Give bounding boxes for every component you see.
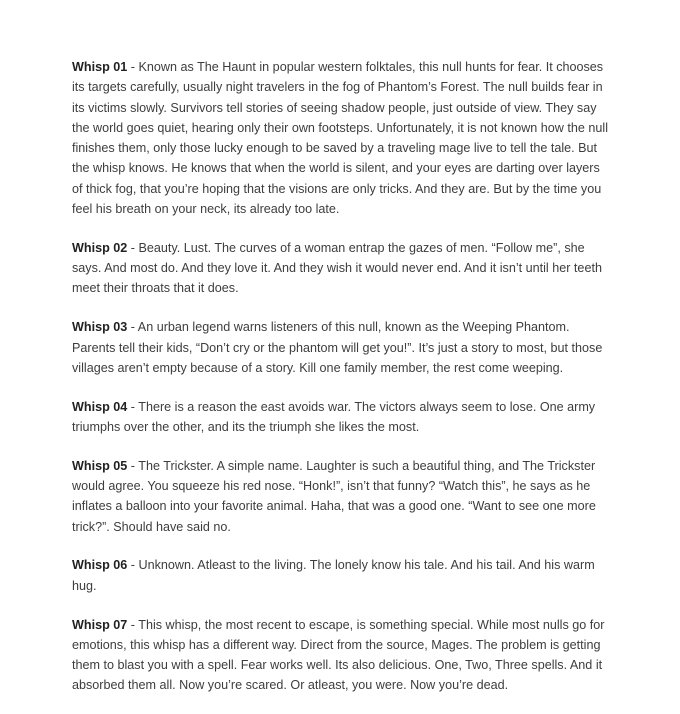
entry-text: Known as The Haunt in popular western folktales, this null hunts for fear. It chooses its targets carefully, usually night travelers in the fog of Phantom’s Forest. The null builds fear in its victims slowly. Survivors tell stories of seeing shadow people, just outside of view. They say the world goes quiet, hearing only their own footsteps. Unfortunately, it is not known how the null finishes them, only those lucky enough to be saved by a traveling mage live to tell the tale. But the whisp knows. He knows that when the world is silent, and your eyes are darting over layers of thick fog, that you’re hoping that the visions are only tricks. And they are. But by the time you feel his breath on your neck, its already too late. <box>72 60 609 217</box>
entry-text: There is a reason the east avoids war. The victors always seem to lose. One army triumphs over the other, and its the triumph she likes the most. <box>72 399 596 434</box>
entry-separator: - <box>127 458 139 473</box>
entry-title: Whisp 05 <box>72 458 128 473</box>
entry-text: Beauty. Lust. The curves of a woman entrap the gazes of men. “Follow me”, she says. And most do. And they love it. And they wish it would never end. And it isn’t until her teeth meet their throats that it does. <box>72 240 602 296</box>
whisp-entry-03 <box>72 317 608 378</box>
whisp-entry-05 <box>72 456 608 537</box>
whisp-entry-07 <box>72 615 608 696</box>
entry-separator: - <box>127 60 139 74</box>
whisp-entry-04 <box>72 397 608 438</box>
entry-title: Whisp 03 <box>72 320 128 335</box>
entry-title: Whisp 01 <box>72 60 128 74</box>
entry-text: Unknown. Atleast to the living. The lonely know his tale. And his tail. And his warm hug. <box>72 558 595 593</box>
entry-separator: - <box>127 240 139 255</box>
entry-separator: - <box>127 399 139 414</box>
entry-text: An urban legend warns listeners of this null, known as the Weeping Phantom. Parents tell their kids, “Don’t cry or the phantom will get you!”. It’s just a story to most, but those villages aren’t empty because of a story. Kill one family member, the rest come weeping. <box>72 320 603 375</box>
entry-title: Whisp 02 <box>72 240 128 255</box>
entry-text: This whisp, the most recent to escape, is something special. While most nulls go for emotions, this whisp has a different way. Direct from the source, Mages. The problem is getting them to blast you with a spell. Fear works well. Its also delicious. One, Two, Three spells. And it absorbed them all. Now you’re scared. Or atleast, you were. Now you’re dead. <box>72 617 605 693</box>
entry-title: Whisp 06 <box>72 558 128 573</box>
whisp-entry-06 <box>72 555 608 596</box>
whisp-entry-02 <box>72 238 608 299</box>
entry-title: Whisp 04 <box>72 399 128 414</box>
entry-separator: - <box>127 617 139 632</box>
entry-text: The Trickster. A simple name. Laughter is such a beautiful thing, and The Trickster would agree. You squeeze his red nose. “Honk!”, isn’t that funny? “Watch this”, he says as he inflates a balloon into your favorite animal. Haha, that was a good one. “Want to see one more trick?”. Should have said no. <box>72 458 596 534</box>
entry-title: Whisp 07 <box>72 617 128 632</box>
whisp-entry-01 <box>72 57 608 219</box>
document-body <box>72 57 608 714</box>
entry-separator: - <box>127 320 138 335</box>
entry-separator: - <box>127 558 139 573</box>
